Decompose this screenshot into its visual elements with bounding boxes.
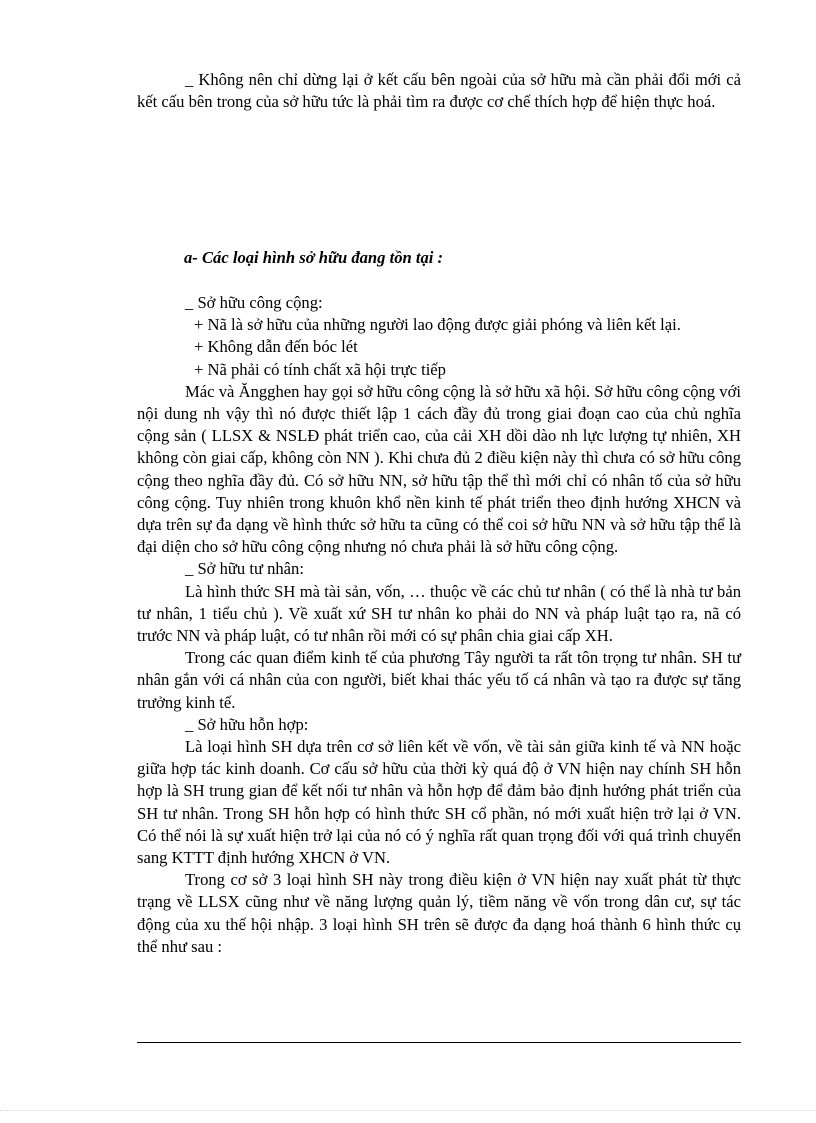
- intro-paragraph: _ Không nên chỉ dừng lại ở kết cấu bên ngoài của sở hữu mà cần phải đổi mới cả kết cấu bên trong của sở hữu tức là phải tìm ra được cơ chế thích hợp để hiện thực hoá.: [137, 70, 741, 112]
- mixed-ownership-paragraph: Là loại hình SH dựa trên cơ sở liên kết về vốn, về tài sản giữa kinh tế và NN hoặc giữa hợp tác kinh doanh. Cơ cấu sở hữu của thời kỳ quá độ ở VN hiện nay chính SH hỗn hợp là SH trung gian để kết nối tư nhân và hỗn hợp để đảm bảo định hướng phát triển của SH tư nhân. Trong SH hỗn hợp có hình thức SH cổ phần, nó mới xuất hiện trở lại ở VN. Có thể nói là sự xuất hiện trở lại của nó có ý nghĩa rất quan trọng đối với quá trình chuyển sang KTTT định hướng XHCN ở VN.: [137, 737, 741, 868]
- public-ownership-paragraph: Mác và Ăngghen hay gọi sở hữu công cộng là sở hữu xã hội. Sở hữu công cộng với nội dung nh vậy thì nó được thiết lập 1 cách đầy đủ trong giai đoạn cao của chủ nghĩa cộng sản ( LLSX & NSLĐ phát triển cao, của cải XH dồi dào nh lực lượng tự nhiên, XH không còn giai cấp, không còn NN ). Khi chưa đủ 2 điều kiện này thì chưa có sở hữu công cộng theo nghĩa đầy đủ. Có sở hữu NN, sở hữu tập thể thì mới chỉ có nhân tố của sở hữu công cộng. Tuy nhiên trong khuôn khổ nền kinh tế phát triển theo định hướng XHCN và dựa trên sự đa dạng về hình thức sở hữu ta cũng có thể coi sở hữu NN và sở hữu tập thể là đại diện cho sở hữu công cộng nhưng nó chưa phải là sở hữu công cộng.: [137, 381, 741, 557]
- page-bottom-dotted-line: [0, 1110, 816, 1111]
- mixed-ownership-title: _ Sở hữu hỗn hợp:: [185, 714, 309, 734]
- main-content: [137, 292, 741, 958]
- public-point-3: + Nã phải có tính chất xã hội trực tiếp: [194, 359, 446, 379]
- private-ownership-title: _ Sở hữu tư nhân:: [185, 559, 304, 579]
- intro-section: [137, 69, 741, 113]
- public-point-1: + Nã là sở hữu của những người lao động được giải phóng và liên kết lại.: [194, 315, 681, 335]
- footer-rule: [137, 1042, 741, 1043]
- conclusion-paragraph: Trong cơ sở 3 loại hình SH này trong điều kiện ở VN hiện nay xuất phát từ thực trạng về LLSX cũng như về năng lượng quản lý, tiềm năng về vốn trong dân cư, sự tác động của xu thế hội nhập. 3 loại hình SH trên sẽ được đa dạng hoá thành 6 hình thức cụ thể như sau :: [137, 870, 741, 956]
- section-heading: a- Các loại hình sở hữu đang tồn tại :: [184, 248, 444, 267]
- private-ownership-paragraph-2: Trong các quan điểm kinh tế của phương Tây người ta rất tôn trọng tư nhân. SH tư nhân gắn với cá nhân của con người, biết khai thác yếu tố cá nhân và tạo ra được sự tăng trưởng kinh tế.: [137, 648, 741, 712]
- public-point-2: + Không dẫn đến bóc lét: [194, 337, 358, 357]
- private-ownership-paragraph-1: Là hình thức SH mà tài sản, vốn, … thuộc về các chủ tư nhân ( có thể là nhà tư bản tư nhân, 1 tiểu chủ ). Về xuất xứ SH tư nhân ko phải do NN và pháp luật tạo ra, nã có trước NN và pháp luật, có tư nhân rồi mới có sự phân chia giai cấp XH.: [137, 581, 741, 646]
- public-ownership-title: _ Sở hữu công cộng:: [185, 293, 323, 312]
